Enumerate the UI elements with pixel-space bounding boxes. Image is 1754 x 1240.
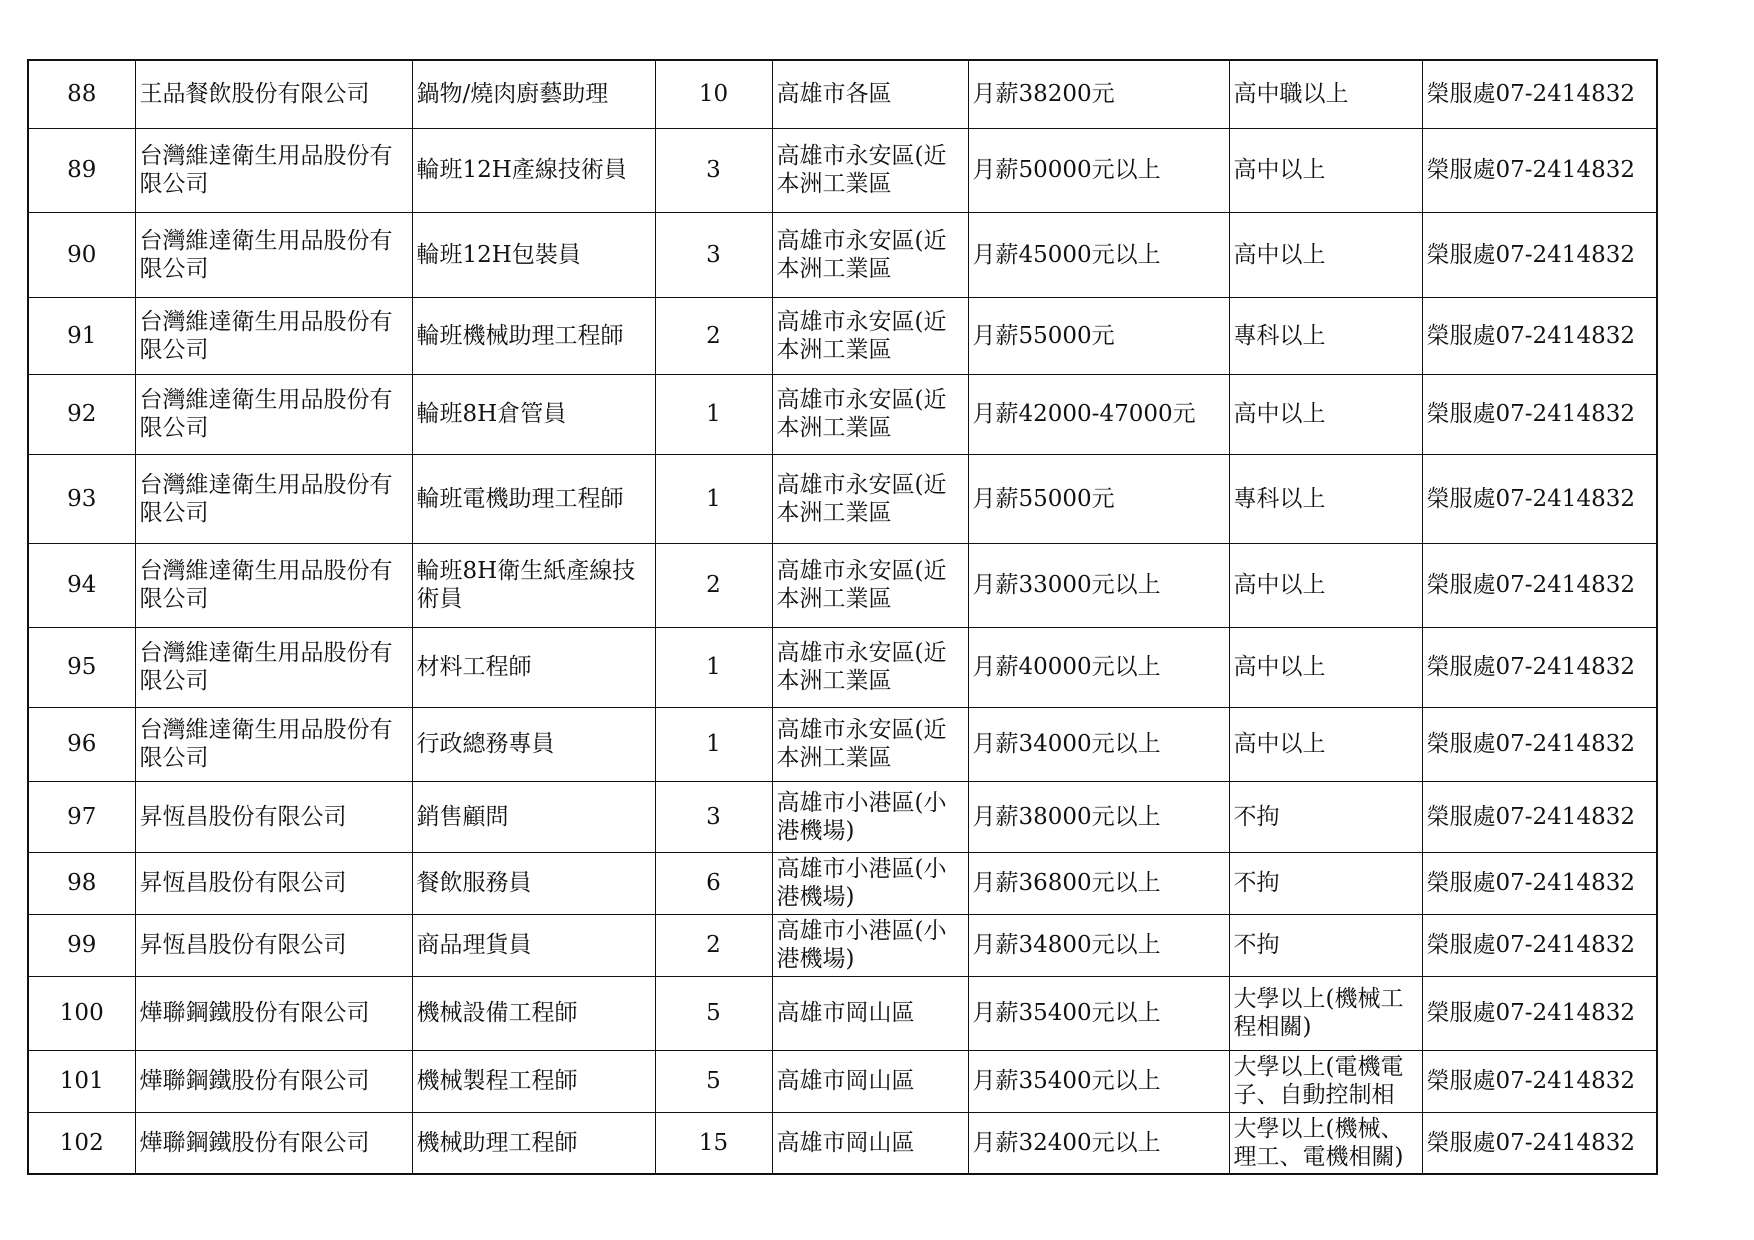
cell-count <box>655 1050 772 1112</box>
table-row <box>28 914 1657 976</box>
cell-count <box>655 707 772 781</box>
cell-contact <box>1422 707 1657 781</box>
cell-location-text: 高雄市永安區(近本洲工業區 <box>776 227 947 282</box>
cell-no <box>28 454 135 543</box>
cell-company <box>135 914 412 976</box>
job-listings-table <box>27 59 1658 1175</box>
cell-salary-text: 月薪38000元以上 <box>972 803 1161 830</box>
cell-education-text: 專科以上 <box>1233 485 1326 512</box>
cell-company <box>135 852 412 914</box>
table-row <box>28 454 1657 543</box>
cell-education <box>1229 454 1422 543</box>
cell-contact-text: 榮服處07-2414832 <box>1426 401 1635 427</box>
cell-no <box>28 60 135 128</box>
cell-contact-text: 榮服處07-2414832 <box>1426 572 1635 598</box>
cell-salary-text: 月薪34000元以上 <box>972 731 1161 757</box>
cell-location-text: 高雄市永安區(近本洲工業區 <box>776 387 947 441</box>
cell-location-text: 高雄市小港區(小港機場) <box>776 918 947 972</box>
cell-location <box>772 852 968 914</box>
table-row <box>28 707 1657 781</box>
cell-company <box>135 374 412 454</box>
cell-salary-text: 月薪40000元以上 <box>972 654 1161 680</box>
cell-salary <box>968 60 1229 128</box>
cell-no <box>28 543 135 627</box>
cell-count-text: 5 <box>706 1068 721 1094</box>
cell-count <box>655 781 772 852</box>
cell-position-text: 機械設備工程師 <box>416 1000 578 1026</box>
cell-company <box>135 627 412 707</box>
cell-no-text: 100 <box>59 1000 104 1026</box>
cell-no-text: 92 <box>67 401 97 427</box>
cell-count <box>655 543 772 627</box>
cell-no-text: 94 <box>67 572 97 598</box>
table-row <box>28 297 1657 374</box>
table-row <box>28 543 1657 627</box>
cell-no-text: 99 <box>67 932 97 958</box>
cell-company-text: 燁聯鋼鐵股份有限公司 <box>139 1068 370 1094</box>
cell-count-text: 1 <box>706 731 721 757</box>
cell-contact <box>1422 627 1657 707</box>
cell-contact <box>1422 543 1657 627</box>
cell-company <box>135 1050 412 1112</box>
cell-salary-text: 月薪33000元以上 <box>972 572 1161 598</box>
cell-company-text: 台灣維達衛生用品股份有限公司 <box>139 640 393 694</box>
table-row <box>28 976 1657 1050</box>
cell-salary <box>968 374 1229 454</box>
cell-contact <box>1422 914 1657 976</box>
cell-contact-text: 榮服處07-2414832 <box>1426 241 1635 268</box>
cell-count-text: 3 <box>706 803 721 830</box>
cell-company <box>135 543 412 627</box>
cell-company <box>135 128 412 212</box>
cell-education <box>1229 1112 1422 1174</box>
cell-company-text: 台灣維達衛生用品股份有限公司 <box>139 227 393 282</box>
cell-contact <box>1422 60 1657 128</box>
cell-count <box>655 374 772 454</box>
cell-salary <box>968 128 1229 212</box>
cell-position <box>412 976 655 1050</box>
cell-position-text: 機械助理工程師 <box>416 1129 578 1156</box>
cell-count-text: 5 <box>706 1000 721 1026</box>
cell-education <box>1229 976 1422 1050</box>
cell-contact <box>1422 297 1657 374</box>
cell-count-text: 3 <box>706 157 721 183</box>
cell-no-text: 91 <box>67 322 97 349</box>
cell-no <box>28 781 135 852</box>
cell-salary <box>968 707 1229 781</box>
cell-contact-text: 榮服處07-2414832 <box>1426 932 1635 958</box>
cell-education <box>1229 212 1422 297</box>
cell-no-text: 95 <box>67 654 97 680</box>
cell-count-text: 1 <box>706 654 721 680</box>
cell-education-text: 不拘 <box>1233 803 1280 830</box>
cell-location-text: 高雄市永安區(近本洲工業區 <box>776 308 947 363</box>
cell-position-text: 餐飲服務員 <box>416 870 532 896</box>
cell-education <box>1229 128 1422 212</box>
cell-contact <box>1422 374 1657 454</box>
cell-location-text: 高雄市岡山區 <box>776 1000 915 1026</box>
cell-no-text: 88 <box>67 81 97 108</box>
cell-count <box>655 627 772 707</box>
cell-company-text: 台灣維達衛生用品股份有限公司 <box>139 387 393 441</box>
cell-company <box>135 297 412 374</box>
cell-position <box>412 852 655 914</box>
cell-salary <box>968 852 1229 914</box>
cell-no <box>28 707 135 781</box>
cell-position <box>412 128 655 212</box>
cell-company <box>135 707 412 781</box>
cell-no-text: 101 <box>59 1068 104 1094</box>
cell-location-text: 高雄市永安區(近本洲工業區 <box>776 471 947 526</box>
cell-location <box>772 1050 968 1112</box>
cell-location <box>772 128 968 212</box>
cell-count-text: 15 <box>698 1129 729 1156</box>
cell-salary <box>968 297 1229 374</box>
cell-count-text: 2 <box>706 572 721 598</box>
cell-contact-text: 榮服處07-2414832 <box>1426 157 1635 183</box>
cell-position <box>412 374 655 454</box>
cell-company-text: 台灣維達衛生用品股份有限公司 <box>139 558 393 612</box>
table-row <box>28 374 1657 454</box>
cell-education-text: 高中職以上 <box>1233 81 1349 108</box>
cell-position <box>412 297 655 374</box>
cell-salary <box>968 627 1229 707</box>
cell-location-text: 高雄市各區 <box>776 81 892 108</box>
cell-salary <box>968 914 1229 976</box>
cell-location <box>772 976 968 1050</box>
cell-no <box>28 374 135 454</box>
cell-contact-text: 榮服處07-2414832 <box>1426 485 1635 512</box>
cell-position-text: 輪班12H包裝員 <box>416 241 581 268</box>
cell-education-text: 大學以上(電機電子、自動控制相 <box>1233 1054 1404 1108</box>
cell-position-text: 機械製程工程師 <box>416 1068 578 1094</box>
cell-count-text: 2 <box>706 932 721 958</box>
cell-contact-text: 榮服處07-2414832 <box>1426 870 1635 896</box>
cell-contact-text: 榮服處07-2414832 <box>1426 1068 1635 1094</box>
table-row <box>28 781 1657 852</box>
cell-position <box>412 781 655 852</box>
cell-education-text: 高中以上 <box>1233 731 1326 757</box>
cell-contact-text: 榮服處07-2414832 <box>1426 81 1635 108</box>
cell-no <box>28 297 135 374</box>
cell-education <box>1229 297 1422 374</box>
cell-company <box>135 976 412 1050</box>
cell-salary-text: 月薪35400元以上 <box>972 1068 1161 1094</box>
cell-position <box>412 212 655 297</box>
cell-education <box>1229 1050 1422 1112</box>
table-row <box>28 852 1657 914</box>
cell-contact <box>1422 1050 1657 1112</box>
cell-education <box>1229 707 1422 781</box>
cell-location-text: 高雄市永安區(近本洲工業區 <box>776 143 947 197</box>
cell-location-text: 高雄市小港區(小港機場) <box>776 856 947 910</box>
cell-position <box>412 627 655 707</box>
cell-no-text: 89 <box>67 157 97 183</box>
cell-company <box>135 781 412 852</box>
cell-location-text: 高雄市岡山區 <box>776 1129 915 1156</box>
cell-location-text: 高雄市永安區(近本洲工業區 <box>776 717 947 771</box>
cell-contact-text: 榮服處07-2414832 <box>1426 322 1635 349</box>
cell-position-text: 鍋物/燒肉廚藝助理 <box>416 81 609 108</box>
table-row <box>28 128 1657 212</box>
cell-count <box>655 852 772 914</box>
cell-education-text: 高中以上 <box>1233 241 1326 268</box>
cell-no-text: 102 <box>59 1129 104 1156</box>
cell-salary-text: 月薪55000元 <box>972 485 1115 512</box>
cell-contact-text: 榮服處07-2414832 <box>1426 803 1635 830</box>
cell-location-text: 高雄市永安區(近本洲工業區 <box>776 640 947 694</box>
cell-position <box>412 707 655 781</box>
cell-salary-text: 月薪35400元以上 <box>972 1000 1161 1026</box>
cell-location-text: 高雄市永安區(近本洲工業區 <box>776 558 947 612</box>
cell-salary-text: 月薪38200元 <box>972 81 1115 108</box>
cell-salary <box>968 212 1229 297</box>
cell-position-text: 銷售顧問 <box>416 803 509 830</box>
cell-position <box>412 1050 655 1112</box>
cell-salary <box>968 543 1229 627</box>
cell-education-text: 高中以上 <box>1233 401 1326 427</box>
cell-salary-text: 月薪55000元 <box>972 322 1115 349</box>
cell-location <box>772 374 968 454</box>
cell-location <box>772 707 968 781</box>
cell-education-text: 不拘 <box>1233 932 1280 958</box>
cell-contact <box>1422 781 1657 852</box>
cell-contact <box>1422 852 1657 914</box>
cell-company-text: 台灣維達衛生用品股份有限公司 <box>139 143 393 197</box>
cell-position-text: 輪班12H產線技術員 <box>416 157 627 183</box>
cell-no <box>28 627 135 707</box>
cell-salary-text: 月薪50000元以上 <box>972 157 1161 183</box>
cell-education-text: 大學以上(機械工程相關) <box>1233 986 1404 1040</box>
cell-company-text: 台灣維達衛生用品股份有限公司 <box>139 471 393 526</box>
cell-location <box>772 1112 968 1174</box>
cell-education-text: 大學以上(機械、理工、電機相關) <box>1233 1115 1404 1170</box>
cell-count-text: 6 <box>706 870 721 896</box>
cell-location <box>772 914 968 976</box>
cell-count <box>655 1112 772 1174</box>
cell-contact <box>1422 976 1657 1050</box>
cell-position-text: 輪班8H衛生紙產線技術員 <box>416 558 636 612</box>
cell-no <box>28 128 135 212</box>
cell-company-text: 台灣維達衛生用品股份有限公司 <box>139 308 393 363</box>
cell-salary-text: 月薪45000元以上 <box>972 241 1161 268</box>
cell-company-text: 昇恆昌股份有限公司 <box>139 803 347 830</box>
cell-salary-text: 月薪42000-47000元 <box>972 401 1196 427</box>
cell-education <box>1229 852 1422 914</box>
cell-education <box>1229 60 1422 128</box>
cell-salary <box>968 1112 1229 1174</box>
cell-company-text: 燁聯鋼鐵股份有限公司 <box>139 1000 370 1026</box>
cell-position-text: 商品理貨員 <box>416 932 532 958</box>
cell-education <box>1229 781 1422 852</box>
cell-location-text: 高雄市岡山區 <box>776 1068 915 1094</box>
cell-location-text: 高雄市小港區(小港機場) <box>776 789 947 844</box>
table-body <box>28 60 1657 1174</box>
cell-company <box>135 60 412 128</box>
cell-count <box>655 60 772 128</box>
cell-position-text: 行政總務專員 <box>416 731 555 757</box>
cell-location <box>772 781 968 852</box>
cell-education-text: 高中以上 <box>1233 157 1326 183</box>
cell-company-text: 台灣維達衛生用品股份有限公司 <box>139 717 393 771</box>
cell-salary <box>968 781 1229 852</box>
cell-position-text: 輪班8H倉管員 <box>416 401 567 427</box>
cell-salary <box>968 1050 1229 1112</box>
cell-position-text: 材料工程師 <box>416 654 532 680</box>
cell-education <box>1229 543 1422 627</box>
cell-location <box>772 454 968 543</box>
cell-education-text: 不拘 <box>1233 870 1280 896</box>
cell-company <box>135 212 412 297</box>
cell-location <box>772 60 968 128</box>
cell-position <box>412 454 655 543</box>
cell-no <box>28 914 135 976</box>
cell-position <box>412 60 655 128</box>
cell-contact-text: 榮服處07-2414832 <box>1426 654 1635 680</box>
cell-no <box>28 852 135 914</box>
table-row <box>28 1112 1657 1174</box>
cell-company <box>135 454 412 543</box>
table-row <box>28 212 1657 297</box>
cell-count-text: 3 <box>706 241 721 268</box>
cell-education <box>1229 627 1422 707</box>
cell-count-text: 1 <box>706 485 721 512</box>
cell-position-text: 輪班機械助理工程師 <box>416 322 624 349</box>
cell-education-text: 高中以上 <box>1233 572 1326 598</box>
cell-contact <box>1422 212 1657 297</box>
cell-contact <box>1422 454 1657 543</box>
cell-no-text: 90 <box>67 241 97 268</box>
cell-education <box>1229 914 1422 976</box>
cell-location <box>772 297 968 374</box>
cell-education-text: 專科以上 <box>1233 322 1326 349</box>
table-row <box>28 60 1657 128</box>
cell-count <box>655 914 772 976</box>
cell-education-text: 高中以上 <box>1233 654 1326 680</box>
cell-no-text: 98 <box>67 870 97 896</box>
cell-no <box>28 212 135 297</box>
cell-location <box>772 627 968 707</box>
cell-education <box>1229 374 1422 454</box>
cell-company-text: 王品餐飲股份有限公司 <box>139 81 370 108</box>
cell-no-text: 97 <box>67 803 97 830</box>
cell-company <box>135 1112 412 1174</box>
cell-count-text: 10 <box>698 81 729 108</box>
cell-count <box>655 212 772 297</box>
cell-location <box>772 212 968 297</box>
cell-salary <box>968 454 1229 543</box>
cell-contact <box>1422 1112 1657 1174</box>
cell-location <box>772 543 968 627</box>
cell-count <box>655 976 772 1050</box>
cell-position <box>412 1112 655 1174</box>
table-row <box>28 1050 1657 1112</box>
cell-no-text: 96 <box>67 731 97 757</box>
cell-company-text: 燁聯鋼鐵股份有限公司 <box>139 1129 370 1156</box>
cell-count <box>655 454 772 543</box>
cell-count-text: 2 <box>706 322 721 349</box>
cell-count <box>655 297 772 374</box>
cell-salary-text: 月薪36800元以上 <box>972 870 1161 896</box>
cell-count <box>655 128 772 212</box>
cell-salary <box>968 976 1229 1050</box>
cell-no <box>28 1112 135 1174</box>
cell-contact-text: 榮服處07-2414832 <box>1426 1129 1635 1156</box>
cell-position <box>412 543 655 627</box>
cell-no <box>28 976 135 1050</box>
table-row <box>28 627 1657 707</box>
cell-no-text: 93 <box>67 485 97 512</box>
cell-contact-text: 榮服處07-2414832 <box>1426 1000 1635 1026</box>
cell-company-text: 昇恆昌股份有限公司 <box>139 932 347 958</box>
cell-count-text: 1 <box>706 401 721 427</box>
cell-salary-text: 月薪32400元以上 <box>972 1129 1161 1156</box>
cell-no <box>28 1050 135 1112</box>
cell-contact-text: 榮服處07-2414832 <box>1426 731 1635 757</box>
cell-salary-text: 月薪34800元以上 <box>972 932 1161 958</box>
cell-position-text: 輪班電機助理工程師 <box>416 485 624 512</box>
cell-company-text: 昇恆昌股份有限公司 <box>139 870 347 896</box>
cell-contact <box>1422 128 1657 212</box>
cell-position <box>412 914 655 976</box>
